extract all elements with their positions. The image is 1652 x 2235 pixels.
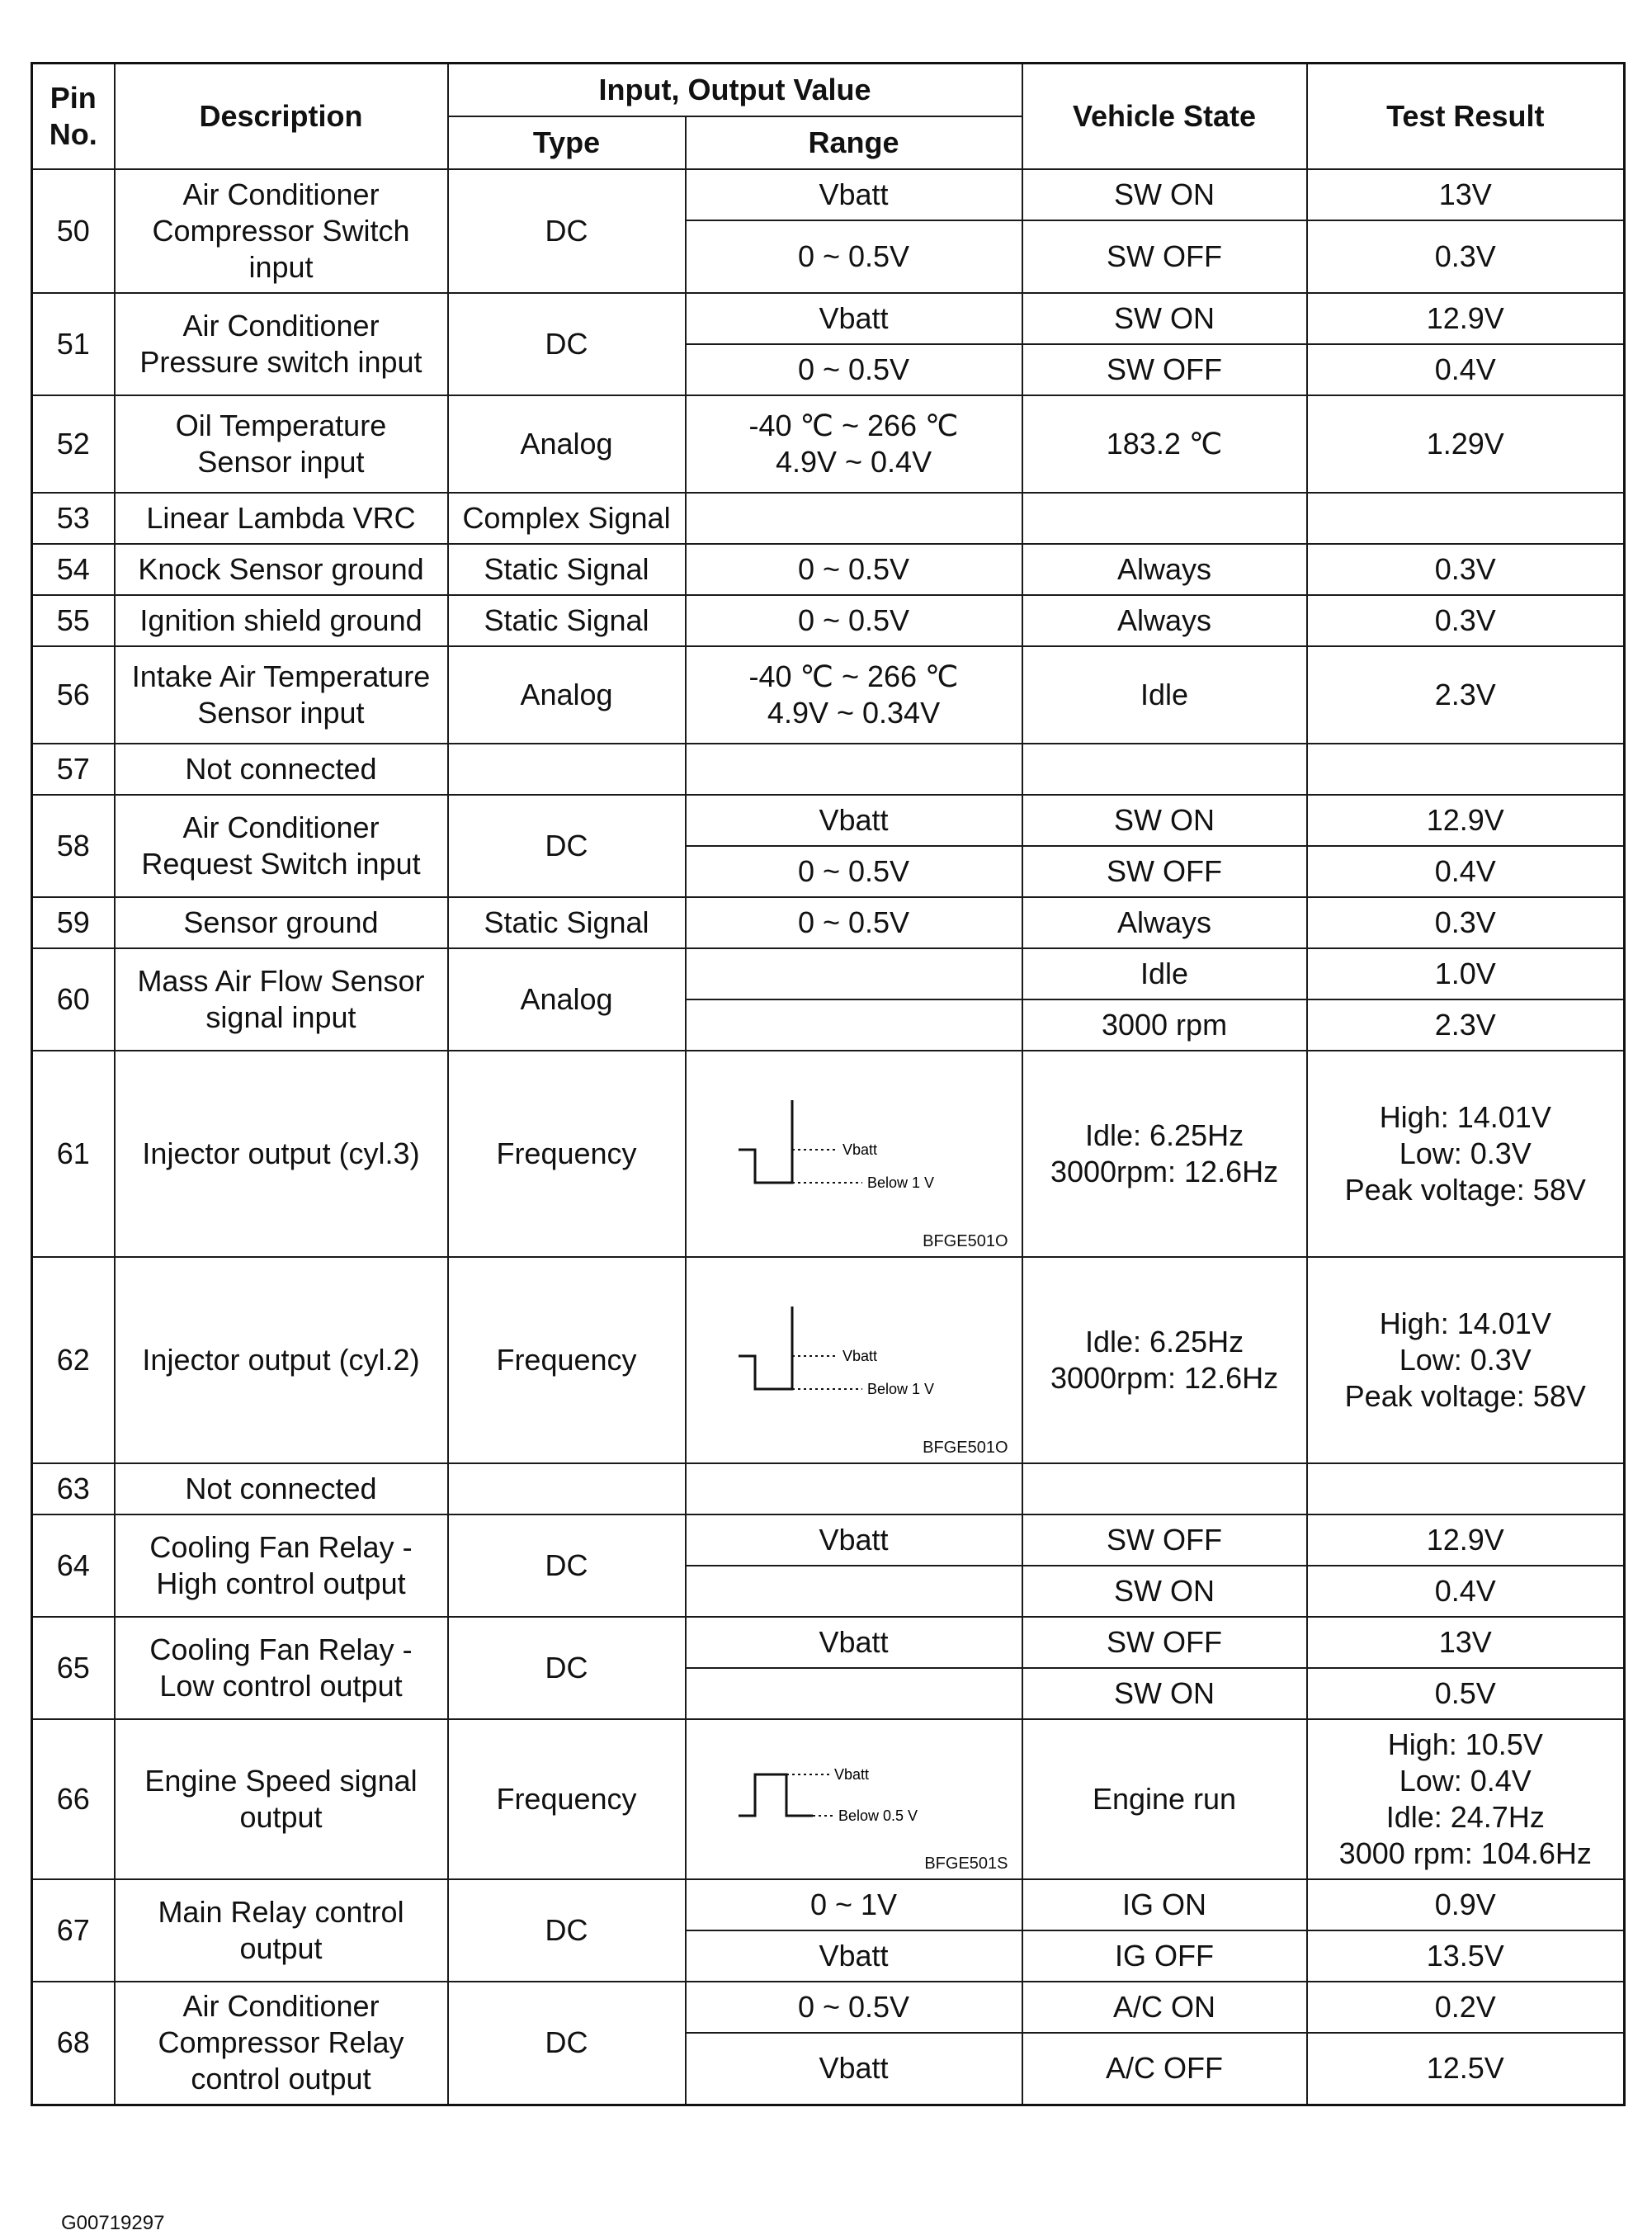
- waveform-line: [739, 1774, 813, 1816]
- description-cell: Oil Temperature Sensor input: [115, 395, 448, 493]
- table-body: [32, 169, 1625, 2105]
- header-test-result: Test Result: [1307, 64, 1625, 169]
- vehicle-state-cell: 3000 rpm: [1022, 999, 1307, 1051]
- test-result-cell: 0.3V: [1307, 595, 1625, 646]
- range-cell: 0 ~ 0.5V: [686, 544, 1022, 595]
- type-cell: Static Signal: [448, 595, 686, 646]
- pin-number: 55: [32, 595, 115, 646]
- range-cell: [686, 1566, 1022, 1617]
- range-cell: Vbatt: [686, 293, 1022, 344]
- table-row: [32, 1719, 1625, 1879]
- type-cell: Analog: [448, 948, 686, 1051]
- pin-number: 50: [32, 169, 115, 293]
- test-result-cell: 1.0V: [1307, 948, 1625, 999]
- test-result-cell: High: 10.5V Low: 0.4V Idle: 24.7Hz 3000 rpm: 104.6Hz: [1307, 1719, 1625, 1879]
- test-result-cell: 13V: [1307, 1617, 1625, 1668]
- figure-reference-code: BFGE501O: [923, 1231, 1008, 1250]
- pin-number: 53: [32, 493, 115, 544]
- table-row: [32, 744, 1625, 795]
- vehicle-state-cell: Always: [1022, 595, 1307, 646]
- type-cell: Static Signal: [448, 544, 686, 595]
- vehicle-state-cell: SW ON: [1022, 795, 1307, 846]
- pin-number: 57: [32, 744, 115, 795]
- range-cell: [686, 1668, 1022, 1719]
- table-row: [32, 1463, 1625, 1514]
- vehicle-state-cell: SW OFF: [1022, 344, 1307, 395]
- description-cell: Air Conditioner Compressor Relay control output: [115, 1982, 448, 2105]
- waveform-container: [687, 1258, 1022, 1462]
- vehicle-state-cell: A/C OFF: [1022, 2033, 1307, 2105]
- description-cell: Injector output (cyl.2): [115, 1257, 448, 1463]
- vehicle-state-cell: SW ON: [1022, 293, 1307, 344]
- description-cell: Injector output (cyl.3): [115, 1051, 448, 1257]
- pin-number: 64: [32, 1514, 115, 1617]
- table-row: [32, 169, 1625, 220]
- test-result-cell: 2.3V: [1307, 999, 1625, 1051]
- range-cell: [686, 999, 1022, 1051]
- vehicle-state-cell: 183.2 ℃: [1022, 395, 1307, 493]
- range-cell: Vbatt: [686, 1930, 1022, 1982]
- vehicle-state-cell: SW ON: [1022, 1566, 1307, 1617]
- range-cell: 0 ~ 0.5V: [686, 595, 1022, 646]
- pin-number: 63: [32, 1463, 115, 1514]
- table-row: [32, 948, 1625, 999]
- test-result-cell: 0.3V: [1307, 897, 1625, 948]
- type-cell: Complex Signal: [448, 493, 686, 544]
- range-cell: [686, 493, 1022, 544]
- table-row: [32, 595, 1625, 646]
- range-cell: [686, 1463, 1022, 1514]
- vehicle-state-cell: SW OFF: [1022, 1514, 1307, 1566]
- pin-number: 59: [32, 897, 115, 948]
- description-cell: Air Conditioner Request Switch input: [115, 795, 448, 897]
- range-cell: -40 ℃ ~ 266 ℃ 4.9V ~ 0.34V: [686, 646, 1022, 744]
- description-cell: Cooling Fan Relay - High control output: [115, 1514, 448, 1617]
- range-cell: Vbatt: [686, 1617, 1022, 1668]
- range-cell: 0 ~ 0.5V: [686, 1982, 1022, 2033]
- description-cell: Not connected: [115, 1463, 448, 1514]
- vehicle-state-cell: Always: [1022, 897, 1307, 948]
- vehicle-state-cell: SW ON: [1022, 169, 1307, 220]
- pulse-waveform-diagram: [730, 1758, 978, 1840]
- type-cell: DC: [448, 293, 686, 395]
- type-cell: Static Signal: [448, 897, 686, 948]
- description-cell: Air Conditioner Compressor Switch input: [115, 169, 448, 293]
- type-cell: DC: [448, 1982, 686, 2105]
- header-pin-no: Pin No.: [32, 64, 115, 169]
- test-result-cell: 13V: [1307, 169, 1625, 220]
- header-description: Description: [115, 64, 448, 169]
- table-row: [32, 1051, 1625, 1257]
- description-cell: Cooling Fan Relay - Low control output: [115, 1617, 448, 1719]
- injector-waveform-diagram: [730, 1298, 978, 1422]
- type-cell: DC: [448, 1617, 686, 1719]
- description-cell: Engine Speed signal output: [115, 1719, 448, 1879]
- vehicle-state-cell: A/C ON: [1022, 1982, 1307, 2033]
- vehicle-state-cell: Idle: 6.25Hz 3000rpm: 12.6Hz: [1022, 1051, 1307, 1257]
- pin-data-table: [31, 62, 1626, 2106]
- description-cell: Air Conditioner Pressure switch input: [115, 293, 448, 395]
- type-cell: [448, 1463, 686, 1514]
- type-cell: Frequency: [448, 1719, 686, 1879]
- test-result-cell: 0.5V: [1307, 1668, 1625, 1719]
- pin-number: 56: [32, 646, 115, 744]
- type-cell: [448, 744, 686, 795]
- range-cell: Vbatt: [686, 169, 1022, 220]
- vbatt-label: Vbatt: [842, 1347, 877, 1364]
- test-result-cell: 12.9V: [1307, 293, 1625, 344]
- header-type: Type: [448, 116, 686, 169]
- range-cell: Vbatt: [686, 1514, 1022, 1566]
- range-waveform-cell: [686, 1257, 1022, 1463]
- test-result-cell: 0.4V: [1307, 846, 1625, 897]
- waveform-line: [739, 1307, 792, 1389]
- vehicle-state-cell: SW OFF: [1022, 1617, 1307, 1668]
- test-result-cell: 0.3V: [1307, 544, 1625, 595]
- table-row: [32, 544, 1625, 595]
- table-row: [32, 646, 1625, 744]
- pin-number: 52: [32, 395, 115, 493]
- type-cell: Analog: [448, 646, 686, 744]
- test-result-cell: 1.29V: [1307, 395, 1625, 493]
- test-result-cell: High: 14.01V Low: 0.3V Peak voltage: 58V: [1307, 1257, 1625, 1463]
- vehicle-state-cell: SW OFF: [1022, 846, 1307, 897]
- vehicle-state-cell: [1022, 744, 1307, 795]
- range-cell: 0 ~ 0.5V: [686, 220, 1022, 293]
- type-cell: DC: [448, 169, 686, 293]
- description-cell: Ignition shield ground: [115, 595, 448, 646]
- low-level-label: Below 1 V: [866, 1380, 934, 1397]
- test-result-cell: 0.9V: [1307, 1879, 1625, 1930]
- vehicle-state-cell: Engine run: [1022, 1719, 1307, 1879]
- test-result-cell: 2.3V: [1307, 646, 1625, 744]
- vbatt-label: Vbatt: [842, 1141, 877, 1158]
- pin-number: 58: [32, 795, 115, 897]
- test-result-cell: [1307, 744, 1625, 795]
- vehicle-state-cell: SW ON: [1022, 1668, 1307, 1719]
- vehicle-state-cell: SW OFF: [1022, 220, 1307, 293]
- pin-number: 51: [32, 293, 115, 395]
- description-cell: Sensor ground: [115, 897, 448, 948]
- range-cell: -40 ℃ ~ 266 ℃ 4.9V ~ 0.4V: [686, 395, 1022, 493]
- pin-number: 60: [32, 948, 115, 1051]
- table-row: [32, 1617, 1625, 1668]
- header-range: Range: [686, 116, 1022, 169]
- pin-number: 68: [32, 1982, 115, 2105]
- vehicle-state-cell: Idle: [1022, 646, 1307, 744]
- figure-reference-code: BFGE501O: [923, 1438, 1008, 1457]
- low-level-label: Below 0.5 V: [838, 1807, 918, 1824]
- low-level-label: Below 1 V: [866, 1174, 934, 1191]
- description-cell: Linear Lambda VRC: [115, 493, 448, 544]
- table-row: [32, 1982, 1625, 2033]
- range-waveform-cell: [686, 1719, 1022, 1879]
- test-result-cell: 0.4V: [1307, 344, 1625, 395]
- waveform-container: [687, 1720, 1022, 1878]
- description-cell: Main Relay control output: [115, 1879, 448, 1982]
- header-io-value: Input, Output Value: [448, 64, 1022, 116]
- test-result-cell: [1307, 493, 1625, 544]
- vbatt-label: Vbatt: [833, 1765, 869, 1783]
- type-cell: DC: [448, 1514, 686, 1617]
- table-row: [32, 493, 1625, 544]
- table-row: [32, 1879, 1625, 1930]
- range-cell: [686, 948, 1022, 999]
- table-row: [32, 395, 1625, 493]
- table-row: [32, 897, 1625, 948]
- type-cell: Frequency: [448, 1051, 686, 1257]
- type-cell: DC: [448, 795, 686, 897]
- range-cell: [686, 744, 1022, 795]
- pin-number: 62: [32, 1257, 115, 1463]
- range-cell: Vbatt: [686, 2033, 1022, 2105]
- waveform-line: [739, 1100, 792, 1183]
- document-page: [31, 62, 1623, 2234]
- vehicle-state-cell: [1022, 493, 1307, 544]
- test-result-cell: 12.5V: [1307, 2033, 1625, 2105]
- description-cell: Intake Air Temperature Sensor input: [115, 646, 448, 744]
- pin-number: 61: [32, 1051, 115, 1257]
- range-cell: 0 ~ 1V: [686, 1879, 1022, 1930]
- test-result-cell: 12.9V: [1307, 1514, 1625, 1566]
- pin-number: 66: [32, 1719, 115, 1879]
- range-waveform-cell: [686, 1051, 1022, 1257]
- table-row: [32, 1514, 1625, 1566]
- test-result-cell: High: 14.01V Low: 0.3V Peak voltage: 58V: [1307, 1051, 1625, 1257]
- table-row: [32, 1257, 1625, 1463]
- range-cell: 0 ~ 0.5V: [686, 344, 1022, 395]
- test-result-cell: 0.3V: [1307, 220, 1625, 293]
- vehicle-state-cell: IG OFF: [1022, 1930, 1307, 1982]
- description-cell: Knock Sensor ground: [115, 544, 448, 595]
- type-cell: Analog: [448, 395, 686, 493]
- vehicle-state-cell: [1022, 1463, 1307, 1514]
- range-cell: 0 ~ 0.5V: [686, 897, 1022, 948]
- table-row: [32, 293, 1625, 344]
- description-cell: Not connected: [115, 744, 448, 795]
- figure-code: G00719297: [61, 2212, 165, 2234]
- pin-number: 65: [32, 1617, 115, 1719]
- vehicle-state-cell: Idle: [1022, 948, 1307, 999]
- description-cell: Mass Air Flow Sensor signal input: [115, 948, 448, 1051]
- range-cell: 0 ~ 0.5V: [686, 846, 1022, 897]
- test-result-cell: [1307, 1463, 1625, 1514]
- figure-reference-code: BFGE501S: [924, 1854, 1008, 1873]
- vehicle-state-cell: Always: [1022, 544, 1307, 595]
- table-header: [32, 64, 1625, 169]
- test-result-cell: 0.2V: [1307, 1982, 1625, 2033]
- pin-number: 67: [32, 1879, 115, 1982]
- pin-number: 54: [32, 544, 115, 595]
- test-result-cell: 0.4V: [1307, 1566, 1625, 1617]
- test-result-cell: 12.9V: [1307, 795, 1625, 846]
- header-vehicle-state: Vehicle State: [1022, 64, 1307, 169]
- test-result-cell: 13.5V: [1307, 1930, 1625, 1982]
- waveform-container: [687, 1051, 1022, 1256]
- table-row: [32, 795, 1625, 846]
- injector-waveform-diagram: [730, 1092, 978, 1216]
- type-cell: Frequency: [448, 1257, 686, 1463]
- vehicle-state-cell: IG ON: [1022, 1879, 1307, 1930]
- range-cell: Vbatt: [686, 795, 1022, 846]
- vehicle-state-cell: Idle: 6.25Hz 3000rpm: 12.6Hz: [1022, 1257, 1307, 1463]
- type-cell: DC: [448, 1879, 686, 1982]
